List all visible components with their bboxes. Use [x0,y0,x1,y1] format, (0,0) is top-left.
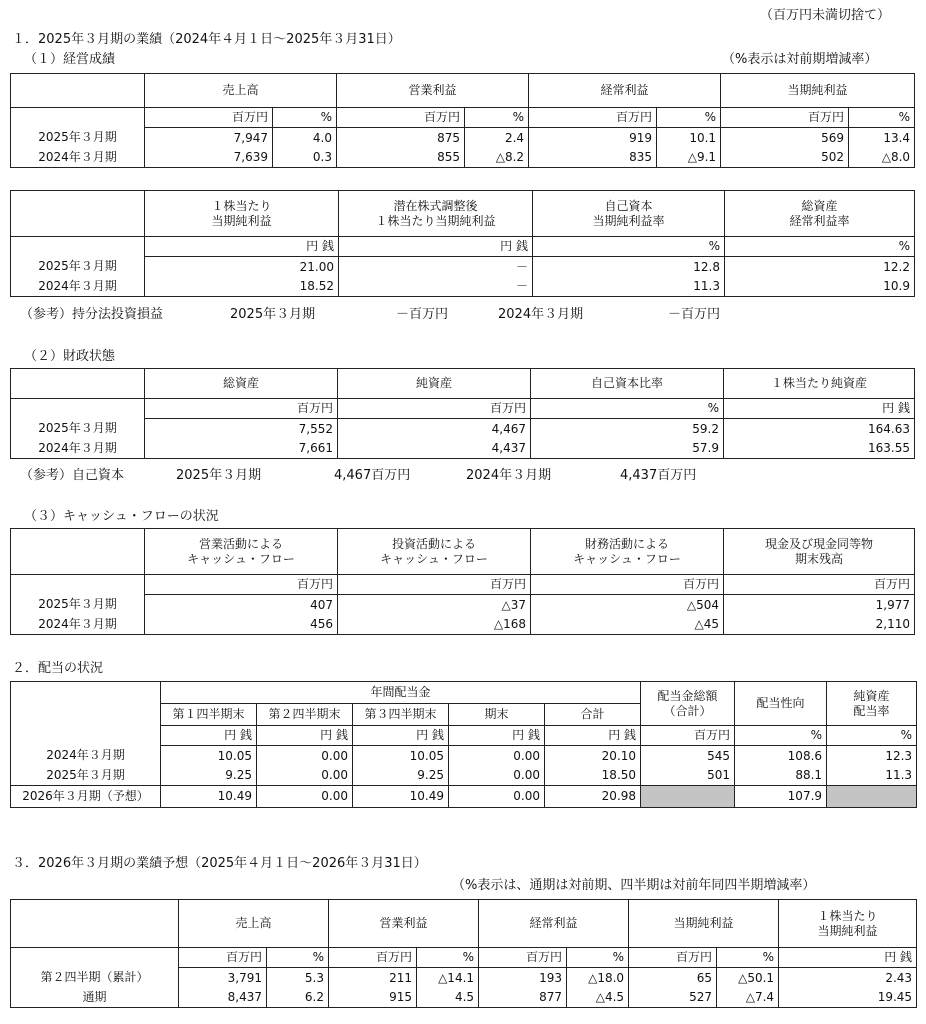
header-equity-ratio: 自己資本比率 [531,369,724,399]
value-cell: 877 [479,988,567,1008]
reference-period: 2024年３月期 [466,468,552,483]
value-cell: 2,110 [724,615,915,635]
section-2-title: ２．配当の状況 [12,661,104,676]
unit-cell: 円 銭 [449,726,545,746]
header-diluted-eps: 潜在株式調整後 １株当たり当期純利益 [339,191,533,237]
value-cell: 164.63 [724,419,915,439]
value-cell: 0.00 [449,766,545,786]
header-bps: １株当たり純資産 [724,369,915,399]
unit-cell: 円 銭 [545,726,641,746]
header-payout-ratio: 配当性向 [735,682,827,726]
header-financing-cf: 財務活動による キャッシュ・フロー [531,529,724,575]
header-operating-profit: 営業利益 [329,900,479,948]
header-blank [11,529,145,575]
value-cell: 11.3 [827,766,917,786]
equity-reference [20,468,740,486]
reference-period: 2025年３月期 [176,468,262,483]
unit-cell: 百万円 [338,575,531,595]
header-net-income: 当期純利益 [721,74,915,108]
value-cell: 527 [629,988,717,1008]
value-cell: △7.4 [717,988,779,1008]
row-label: 2025年３月期 [11,257,145,277]
reference-value: －百万円 [396,307,449,322]
value-cell: 7,552 [145,419,338,439]
row-label: 2025年３月期 [11,419,145,439]
value-cell: 4,467 [338,419,531,439]
unit-note: （百万円未満切捨て） [760,8,891,23]
cash-flow-title: （３）キャッシュ・フローの状況 [24,509,219,524]
value-cell: 0.00 [449,746,545,766]
forecast-note: （%表示は、通期は対前期、四半期は対前年同四半期増減率） [452,878,816,893]
unit-row-label [11,399,145,419]
reference-label: （参考）自己資本 [20,468,125,483]
section-1-title: １．2025年３月期の業績（2024年４月１日～2025年３月31日） [12,32,401,47]
value-cell: 0.00 [257,766,353,786]
value-cell: 915 [329,988,417,1008]
header-ordinary-profit: 経常利益 [479,900,629,948]
row-label: 2025年３月期 [11,595,145,615]
unit-cell: 百万円 [338,399,531,419]
header-operating-cf: 営業活動による キャッシュ・フロー [145,529,338,575]
header-blank [11,191,145,237]
value-cell: 569 [721,128,849,148]
unit-cell: % [567,948,629,968]
header-investing-cf: 投資活動による キャッシュ・フロー [338,529,531,575]
value-cell: △168 [338,615,531,635]
value-cell: 12.3 [827,746,917,766]
unit-cell: % [657,108,721,128]
forecast-cell: 0.00 [257,786,353,808]
unit-cell: % [717,948,779,968]
value-cell: 0.3 [273,148,337,168]
value-cell: 211 [329,968,417,988]
value-cell: 545 [641,746,735,766]
header-blank [11,682,161,726]
unit-cell: % [273,108,337,128]
value-cell: 0.00 [257,746,353,766]
value-cell: － [339,277,533,297]
header-total: 合計 [545,704,641,726]
financial-position-table [10,368,915,459]
row-label: 2024年３月期 [11,148,145,168]
value-cell: 59.2 [531,419,724,439]
unit-cell: 円 銭 [353,726,449,746]
unit-cell: 百万円 [629,948,717,968]
header-annual-dividend: 年間配当金 [161,682,641,704]
row-label: 2024年３月期 [11,615,145,635]
header-eps: １株当たり 当期純利益 [145,191,339,237]
financial-position-title: （２）財政状態 [24,349,116,364]
forecast-cell: 107.9 [735,786,827,808]
row-label: 2024年３月期 [11,277,145,297]
header-q2: 第２四半期末 [257,704,353,726]
value-cell: 193 [479,968,567,988]
header-net-income: 当期純利益 [629,900,779,948]
value-cell: 10.9 [725,277,915,297]
value-cell: 21.00 [145,257,339,277]
value-cell: 108.6 [735,746,827,766]
value-cell: 10.1 [657,128,721,148]
unit-row-label [11,237,145,257]
value-cell: 88.1 [735,766,827,786]
unit-row-label [11,575,145,595]
unit-cell: 百万円 [145,575,338,595]
reference-value: 4,437百万円 [620,468,697,483]
value-cell: △4.5 [567,988,629,1008]
value-cell: △504 [531,595,724,615]
header-net-sales: 売上高 [179,900,329,948]
value-cell: 65 [629,968,717,988]
value-cell: 163.55 [724,439,915,459]
value-cell: 12.8 [533,257,725,277]
value-cell: 10.05 [161,746,257,766]
unit-cell: 百万円 [724,575,915,595]
unit-cell: % [827,726,917,746]
value-cell: 57.9 [531,439,724,459]
unit-cell: 円 銭 [724,399,915,419]
row-label: 2025年３月期 [11,128,145,148]
unit-row-label [11,948,179,968]
header-roa: 総資産 経常利益率 [725,191,915,237]
header-blank [11,369,145,399]
operating-results-title: （１）経営成績 [24,52,116,67]
unit-cell: 百万円 [531,575,724,595]
value-cell: 4,437 [338,439,531,459]
value-cell: △9.1 [657,148,721,168]
value-cell: △45 [531,615,724,635]
value-cell: 19.45 [779,988,917,1008]
value-cell: △50.1 [717,968,779,988]
value-cell: 456 [145,615,338,635]
value-cell: 7,947 [145,128,273,148]
forecast-cell: 10.49 [353,786,449,808]
unit-cell: 百万円 [479,948,567,968]
value-cell: 855 [337,148,465,168]
unit-cell: 百万円 [329,948,417,968]
header-q3: 第３四半期末 [353,704,449,726]
header-net-sales: 売上高 [145,74,337,108]
value-cell: 7,639 [145,148,273,168]
unit-cell: 百万円 [145,108,273,128]
value-cell: 835 [529,148,657,168]
value-cell: △14.1 [417,968,479,988]
forecast-cell: 10.49 [161,786,257,808]
header-operating-profit: 営業利益 [337,74,529,108]
header-eps: １株当たり 当期純利益 [779,900,917,948]
unit-cell: 円 銭 [779,948,917,968]
forecast-row-label: 2026年３月期（予想） [11,786,161,808]
header-total-assets: 総資産 [145,369,338,399]
value-cell: 502 [721,148,849,168]
value-cell: △37 [338,595,531,615]
cash-flow-table [10,528,915,635]
value-cell: 11.3 [533,277,725,297]
value-cell: 9.25 [353,766,449,786]
value-cell: 7,661 [145,439,338,459]
header-q1: 第１四半期末 [161,704,257,726]
row-label: 2024年３月期 [11,746,161,766]
value-cell: 919 [529,128,657,148]
row-label: 2025年３月期 [11,766,161,786]
unit-cell: % [465,108,529,128]
forecast-shaded-cell [827,786,917,808]
unit-cell: 百万円 [721,108,849,128]
value-cell: 3,791 [179,968,267,988]
unit-cell: 円 銭 [145,237,339,257]
row-label: 2024年３月期 [11,439,145,459]
value-cell: 2.4 [465,128,529,148]
unit-cell: 百万円 [179,948,267,968]
row-label: 第２四半期（累計） [11,968,179,988]
value-cell: △18.0 [567,968,629,988]
unit-cell: % [267,948,329,968]
unit-cell: % [735,726,827,746]
value-cell: － [339,257,533,277]
unit-row-label [11,726,161,746]
forecast-cell: 20.98 [545,786,641,808]
unit-cell: 百万円 [529,108,657,128]
unit-cell: % [531,399,724,419]
unit-cell: % [417,948,479,968]
header-ordinary-profit: 経常利益 [529,74,721,108]
forecast-table [10,899,917,1008]
value-cell: 501 [641,766,735,786]
row-label: 通期 [11,988,179,1008]
header-roe: 自己資本 当期純利益率 [533,191,725,237]
dividend-table [10,681,917,808]
header-total-dividend: 配当金総額 （合計） [641,682,735,726]
value-cell: 13.4 [849,128,915,148]
reference-value: －百万円 [668,307,721,322]
header-blank [11,74,145,108]
unit-cell: 百万円 [337,108,465,128]
unit-cell: % [725,237,915,257]
equity-method-reference [20,307,740,325]
operating-results-table [10,73,915,168]
forecast-shaded-cell [641,786,735,808]
forecast-cell: 0.00 [449,786,545,808]
header-net-assets: 純資産 [338,369,531,399]
header-cash-balance: 現金及び現金同等物 期末残高 [724,529,915,575]
value-cell: 8,437 [179,988,267,1008]
value-cell: 9.25 [161,766,257,786]
value-cell: △8.0 [849,148,915,168]
unit-cell: % [533,237,725,257]
value-cell: 407 [145,595,338,615]
value-cell: 18.52 [145,277,339,297]
operating-results-note: （%表示は対前期増減率） [722,52,878,67]
unit-cell: % [849,108,915,128]
value-cell: △8.2 [465,148,529,168]
value-cell: 5.3 [267,968,329,988]
unit-cell: 百万円 [641,726,735,746]
value-cell: 4.0 [273,128,337,148]
reference-period: 2025年３月期 [230,307,316,322]
reference-period: 2024年３月期 [498,307,584,322]
value-cell: 6.2 [267,988,329,1008]
reference-label: （参考）持分法投資損益 [20,307,164,322]
value-cell: 2.43 [779,968,917,988]
value-cell: 12.2 [725,257,915,277]
unit-cell: 円 銭 [257,726,353,746]
value-cell: 20.10 [545,746,641,766]
header-year-end: 期末 [449,704,545,726]
section-3-title: ３．2026年３月期の業績予想（2025年４月１日～2026年３月31日） [12,856,427,871]
unit-row-label [11,108,145,128]
value-cell: 18.50 [545,766,641,786]
unit-cell: 百万円 [145,399,338,419]
value-cell: 4.5 [417,988,479,1008]
value-cell: 1,977 [724,595,915,615]
reference-value: 4,467百万円 [334,468,411,483]
header-blank [11,900,179,948]
value-cell: 10.05 [353,746,449,766]
unit-cell: 円 銭 [339,237,533,257]
header-doe: 純資産 配当率 [827,682,917,726]
value-cell: 875 [337,128,465,148]
per-share-table [10,190,915,297]
unit-cell: 円 銭 [161,726,257,746]
